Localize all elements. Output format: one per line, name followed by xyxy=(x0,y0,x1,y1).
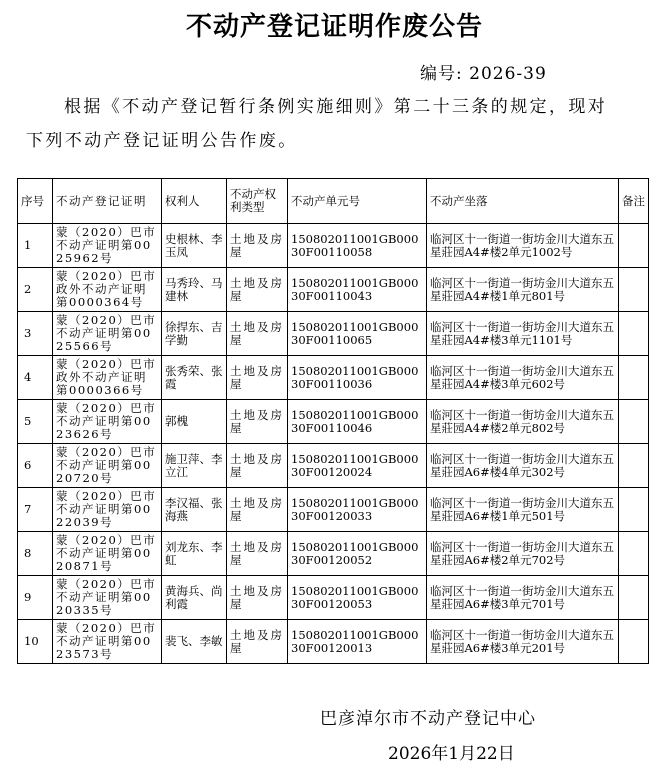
cell-note xyxy=(619,268,649,312)
cell-location: 临河区十一街道一街坊金川大道东五星莊园A4#楼2单元1002号 xyxy=(427,224,619,268)
cell-unit-number: 150802011001GB00030F00120053 xyxy=(288,576,427,620)
cell-unit-number: 150802011001GB00030F00110065 xyxy=(288,312,427,356)
intro-paragraph: 根据《不动产登记暂行条例实施细则》第二十三条的规定，现对下列不动产登记证明公告作废。 xyxy=(26,97,608,151)
header-no: 序号 xyxy=(18,179,53,224)
cell-note xyxy=(619,356,649,400)
header-row xyxy=(18,179,649,224)
cell-note xyxy=(619,312,649,356)
cell-unit-number: 150802011001GB00030F00110043 xyxy=(288,268,427,312)
header-certificate: 不动产登记证明 xyxy=(53,179,162,224)
table-row xyxy=(18,488,649,532)
cell-note xyxy=(619,576,649,620)
cell-no: 7 xyxy=(18,488,53,532)
cell-certificate: 蒙（2020）巴市不动产证明第0020335号 xyxy=(53,576,162,620)
cell-owner: 史根林、李玉凤 xyxy=(162,224,227,268)
issue-date: 2026年1月22日 xyxy=(388,744,515,764)
cell-owner: 郭槐 xyxy=(162,400,227,444)
cell-location: 临河区十一街道一街坊金川大道东五星莊园A6#楼1单元501号 xyxy=(427,488,619,532)
cell-right-type: 土地及房屋 xyxy=(227,224,288,268)
cell-right-type: 土地及房屋 xyxy=(227,444,288,488)
cell-certificate: 蒙（2020）巴市不动产证明第0020871号 xyxy=(53,532,162,576)
cell-certificate: 蒙（2020）巴市不动产证明第0025566号 xyxy=(53,312,162,356)
cell-note xyxy=(619,400,649,444)
cell-no: 8 xyxy=(18,532,53,576)
table-row xyxy=(18,268,649,312)
cell-note xyxy=(619,444,649,488)
cell-location: 临河区十一街道一街坊金川大道东五星莊园A4#楼3单元1101号 xyxy=(427,312,619,356)
cell-owner: 马秀玲、马建林 xyxy=(162,268,227,312)
table-row xyxy=(18,224,649,268)
cell-location: 临河区十一街道一街坊金川大道东五星莊园A4#楼3单元602号 xyxy=(427,356,619,400)
cell-right-type: 土地及房屋 xyxy=(227,488,288,532)
cell-note xyxy=(619,224,649,268)
cell-unit-number: 150802011001GB00030F00120052 xyxy=(288,532,427,576)
table-body xyxy=(18,224,649,664)
cell-certificate: 蒙（2020）巴市不动产证明第0020720号 xyxy=(53,444,162,488)
header-location: 不动产坐落 xyxy=(427,179,619,224)
cell-certificate: 蒙（2020）巴市政外不动产证明第0000366号 xyxy=(53,356,162,400)
cell-owner: 张秀荣、张霞 xyxy=(162,356,227,400)
table-row xyxy=(18,620,649,664)
cell-unit-number: 150802011001GB00030F00110036 xyxy=(288,356,427,400)
cell-note xyxy=(619,488,649,532)
cell-unit-number: 150802011001GB00030F00110058 xyxy=(288,224,427,268)
cell-no: 1 xyxy=(18,224,53,268)
cell-owner: 李汉福、张海燕 xyxy=(162,488,227,532)
cell-certificate: 蒙（2020）巴市不动产证明第0023573号 xyxy=(53,620,162,664)
cell-no: 5 xyxy=(18,400,53,444)
header-right-type: 不动产权利类型 xyxy=(227,179,288,224)
cell-location: 临河区十一街道一街坊金川大道东五星莊园A4#楼2单元802号 xyxy=(427,400,619,444)
cell-right-type: 土地及房屋 xyxy=(227,312,288,356)
cell-unit-number: 150802011001GB00030F00110046 xyxy=(288,400,427,444)
issuing-organization: 巴彦淖尔市不动产登记中心 xyxy=(320,709,536,729)
header-owner: 权利人 xyxy=(162,179,227,224)
cell-right-type: 土地及房屋 xyxy=(227,400,288,444)
cell-certificate: 蒙（2020）巴市不动产证明第0023626号 xyxy=(53,400,162,444)
page-title: 不动产登记证明作废公告 xyxy=(185,12,483,42)
cell-location: 临河区十一街道一街坊金川大道东五星莊园A4#楼1单元801号 xyxy=(427,268,619,312)
cell-right-type: 土地及房屋 xyxy=(227,532,288,576)
cell-unit-number: 150802011001GB00030F00120024 xyxy=(288,444,427,488)
cell-no: 6 xyxy=(18,444,53,488)
table-row xyxy=(18,356,649,400)
cell-owner: 徐捍东、吉学勤 xyxy=(162,312,227,356)
cell-location: 临河区十一街道一街坊金川大道东五星莊园A6#楼2单元702号 xyxy=(427,532,619,576)
table-row xyxy=(18,312,649,356)
cell-owner: 刘龙东、李虹 xyxy=(162,532,227,576)
cell-right-type: 土地及房屋 xyxy=(227,576,288,620)
cell-right-type: 土地及房屋 xyxy=(227,268,288,312)
cell-no: 9 xyxy=(18,576,53,620)
header-unit-number: 不动产单元号 xyxy=(288,179,427,224)
certificate-table xyxy=(17,178,649,664)
cell-no: 4 xyxy=(18,356,53,400)
table-row xyxy=(18,400,649,444)
table-row xyxy=(18,444,649,488)
cell-location: 临河区十一街道一街坊金川大道东五星莊园A6#楼3单元201号 xyxy=(427,620,619,664)
cell-certificate: 蒙（2020）巴市不动产证明第0022039号 xyxy=(53,488,162,532)
cell-no: 2 xyxy=(18,268,53,312)
cell-owner: 施卫萍、李立江 xyxy=(162,444,227,488)
cell-certificate: 蒙（2020）巴市政外不动产证明第0000364号 xyxy=(53,268,162,312)
cell-unit-number: 150802011001GB00030F00120013 xyxy=(288,620,427,664)
cell-right-type: 土地及房屋 xyxy=(227,356,288,400)
cell-right-type: 土地及房屋 xyxy=(227,620,288,664)
cell-note xyxy=(619,620,649,664)
cell-certificate: 蒙（2020）巴市不动产证明第0025962号 xyxy=(53,224,162,268)
cell-no: 10 xyxy=(18,620,53,664)
document-number: 编号: 2026-39 xyxy=(420,64,547,84)
cell-owner: 黄海兵、尚利霞 xyxy=(162,576,227,620)
cell-note xyxy=(619,532,649,576)
table-row xyxy=(18,532,649,576)
table-header xyxy=(18,179,649,224)
table-row xyxy=(18,576,649,620)
cell-location: 临河区十一街道一街坊金川大道东五星莊园A6#楼4单元302号 xyxy=(427,444,619,488)
cell-no: 3 xyxy=(18,312,53,356)
cell-owner: 裴飞、李敏 xyxy=(162,620,227,664)
header-note: 备注 xyxy=(619,179,649,224)
cell-unit-number: 150802011001GB00030F00120033 xyxy=(288,488,427,532)
cell-location: 临河区十一街道一街坊金川大道东五星莊园A6#楼3单元701号 xyxy=(427,576,619,620)
